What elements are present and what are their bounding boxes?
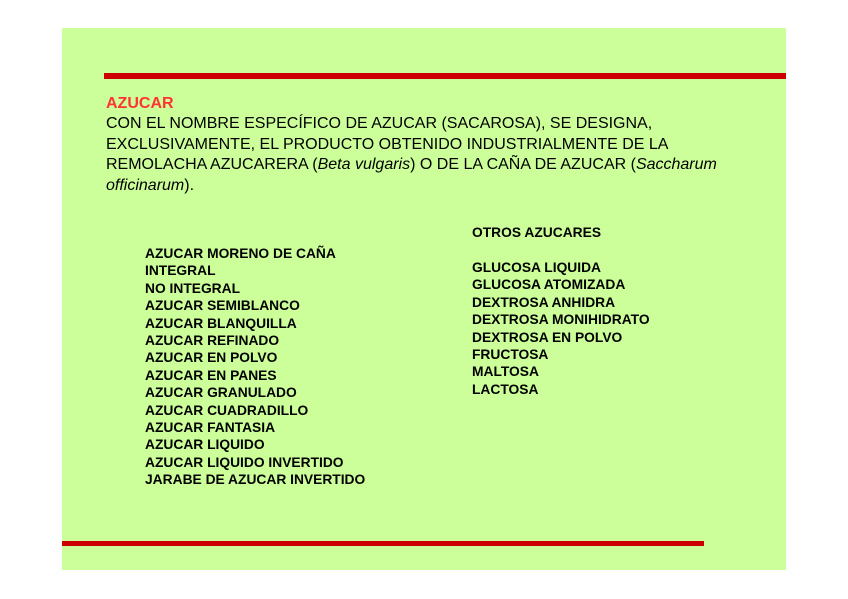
list-item: GLUCOSA LIQUIDA (472, 260, 602, 275)
list-item: DEXTROSA EN POLVO (472, 329, 623, 345)
list-item: AZUCAR EN PANES (145, 367, 277, 383)
list-item: AZUCAR MORENO DE CAÑA (145, 246, 336, 261)
slide-title: AZUCAR (106, 95, 174, 112)
list-item: NO INTEGRAL (145, 280, 241, 296)
bottom-divider (62, 541, 704, 546)
list-item: JARABE DE AZUCAR INVERTIDO (145, 472, 366, 488)
list-item: AZUCAR GRANULADO (145, 385, 297, 401)
list-item: INTEGRAL (145, 263, 216, 279)
list-item: AZUCAR LIQUIDO INVERTIDO (145, 454, 344, 470)
paragraph-text-1: CON EL NOMBRE ESPECÍFICO DE AZUCAR (SACAROSA), SE DESIGNA, EXCLUSIVAMENTE, EL PRODUCTO OBTENIDO INDUSTRIALMENTE DE LA REMOLACHA AZUCARERA ( (106, 115, 668, 173)
list-item: AZUCAR EN POLVO (145, 350, 278, 366)
list-item: FRUCTOSA (472, 347, 549, 363)
list-item: AZUCAR REFINADO (145, 333, 280, 349)
top-divider (104, 73, 786, 79)
list-item: AZUCAR SEMIBLANCO (145, 298, 300, 314)
list-item: DEXTROSA ANHIDRA (472, 294, 616, 310)
other-sugars-heading: OTROS AZUCARES (472, 225, 602, 240)
paragraph-text-2: ) O DE LA CAÑA DE AZUCAR ( (410, 156, 636, 173)
list-item: AZUCAR BLANQUILLA (145, 315, 297, 331)
paragraph-italic-1: Beta vulgaris (317, 156, 411, 173)
definition-paragraph (106, 114, 756, 196)
list-item: AZUCAR LIQUIDO (145, 437, 265, 453)
sugar-types-list (145, 245, 365, 489)
list-item: AZUCAR CUADRADILLO (145, 402, 309, 418)
list-item: GLUCOSA ATOMIZADA (472, 277, 626, 293)
list-item: DEXTROSA MONIHIDRATO (472, 312, 650, 328)
paragraph-italic-2: Saccharum officinarum (106, 156, 717, 194)
other-sugars-list (472, 259, 650, 398)
paragraph-text-3: ). (184, 176, 195, 194)
list-item: LACTOSA (472, 381, 539, 397)
list-item: MALTOSA (472, 364, 539, 380)
list-item: AZUCAR FANTASIA (145, 420, 276, 436)
